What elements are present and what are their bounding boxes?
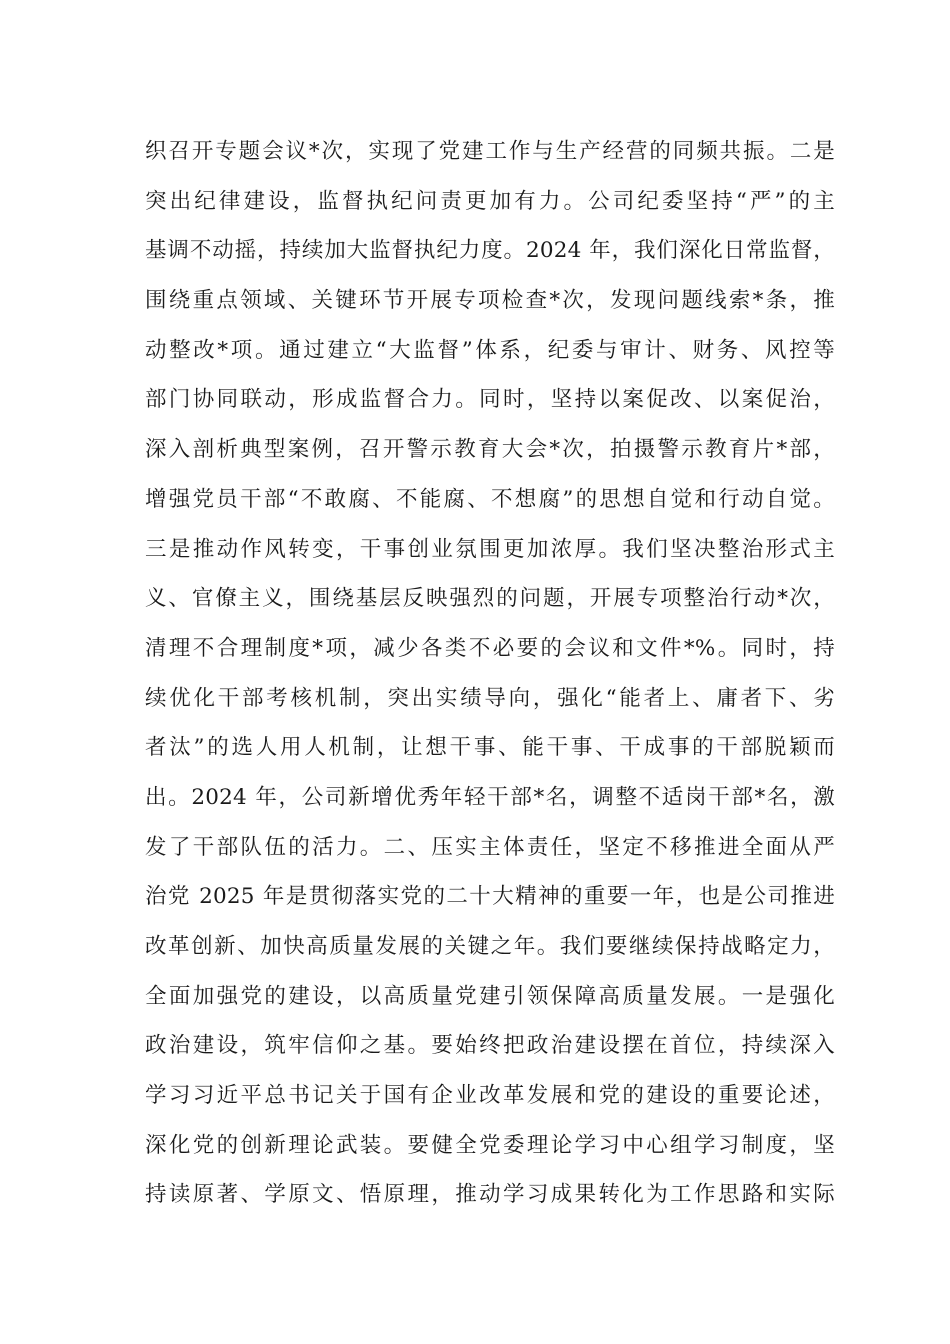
text-line: 突出纪律建设，监督执纪问责更加有力。公司纪委坚持“严”的主 (145, 188, 835, 214)
text-line: 治党 2025 年是贯彻落实党的二十大精神的重要一年，也是公司推进 (145, 884, 835, 910)
text-line: 者汰”的选人用人机制，让想干事、能干事、干成事的干部脱颖而 (145, 735, 835, 761)
text-line: 深化党的创新理论武装。要健全党委理论学习中心组学习制度，坚 (145, 1132, 835, 1158)
text-line: 续优化干部考核机制，突出实绩导向，强化“能者上、庸者下、劣 (145, 685, 835, 711)
text-line: 政治建设，筑牢信仰之基。要始终把政治建设摆在首位，持续深入 (145, 1033, 835, 1059)
body-text (145, 127, 835, 1220)
text-line: 持读原著、学原文、悟原理，推动学习成果转化为工作思路和实际 (145, 1182, 835, 1208)
text-line: 义、官僚主义，围绕基层反映强烈的问题，开展专项整治行动*次， (145, 586, 835, 612)
text-line: 清理不合理制度*项，减少各类不必要的会议和文件*%。同时，持 (145, 635, 835, 661)
text-line: 出。2024 年，公司新增优秀年轻干部*名，调整不适岗干部*名，激 (145, 784, 835, 810)
text-line: 基调不动摇，持续加大监督执纪力度。2024 年，我们深化日常监督， (145, 238, 835, 264)
text-line: 学习习近平总书记关于国有企业改革发展和党的建设的重要论述， (145, 1083, 835, 1109)
text-line: 全面加强党的建设，以高质量党建引领保障高质量发展。一是强化 (145, 983, 835, 1009)
text-line: 增强党员干部“不敢腐、不能腐、不想腐”的思想自觉和行动自觉。 (145, 486, 835, 512)
text-line: 部门协同联动，形成监督合力。同时，坚持以案促改、以案促治， (145, 387, 835, 413)
text-line: 围绕重点领域、关键环节开展专项检查*次，发现问题线索*条，推 (145, 288, 835, 314)
text-line: 改革创新、加快高质量发展的关键之年。我们要继续保持战略定力， (145, 934, 835, 959)
text-line: 发了干部队伍的活力。二、压实主体责任，坚定不移推进全面从严 (145, 834, 835, 860)
text-line: 三是推动作风转变，干事创业氛围更加浓厚。我们坚决整治形式主 (145, 536, 835, 562)
text-line: 动整改*项。通过建立“大监督”体系，纪委与审计、财务、风控等 (145, 337, 835, 363)
text-line: 织召开专题会议*次，实现了党建工作与生产经营的同频共振。二是 (145, 139, 835, 164)
text-line: 深入剖析典型案例，召开警示教育大会*次，拍摄警示教育片*部， (145, 437, 835, 463)
